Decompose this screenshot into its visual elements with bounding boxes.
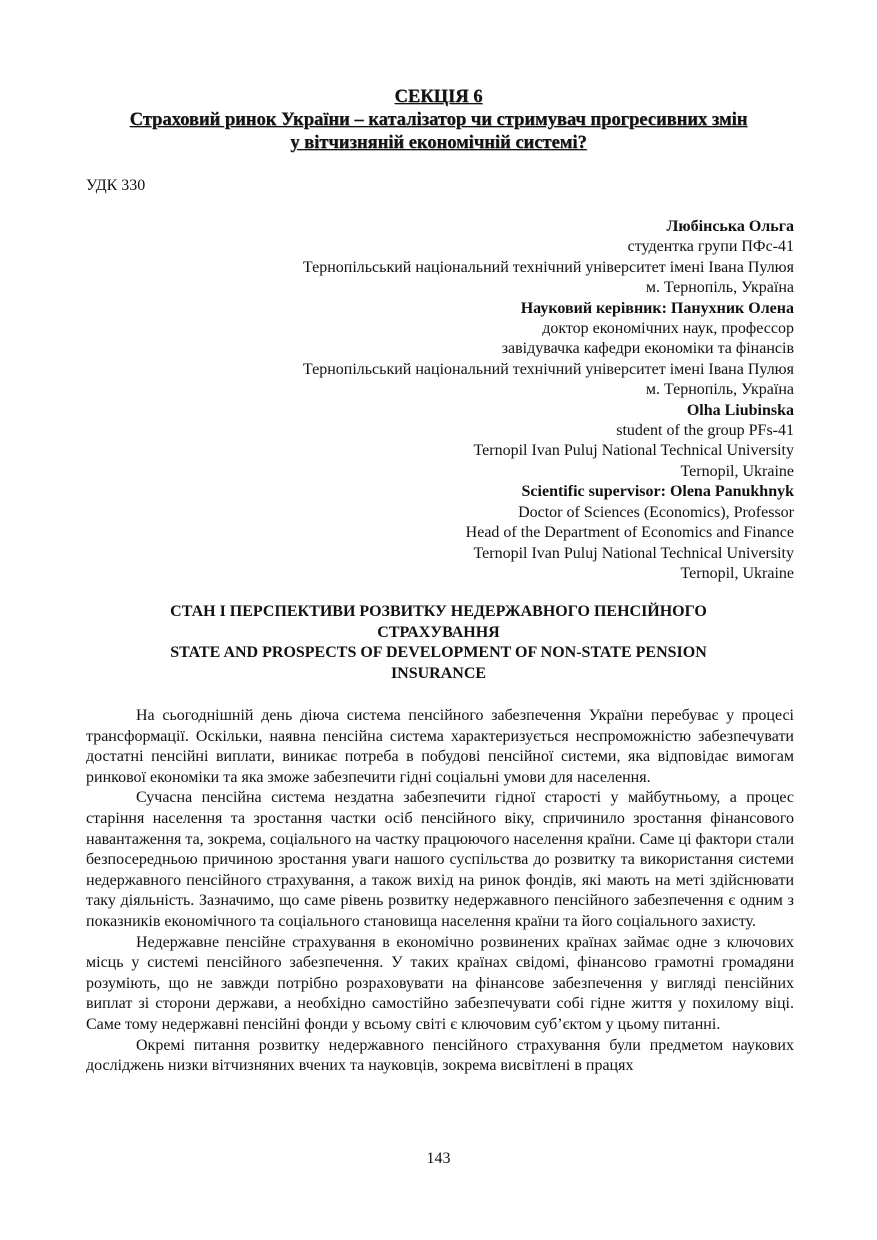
author-info-line: завідувачка кафедри економіки та фінансів bbox=[501, 340, 794, 358]
article-title bbox=[100, 602, 777, 684]
author-info-line: Ternopil, Ukraine bbox=[680, 564, 794, 582]
paragraph: Сучасна пенсійна система нездатна забезпечити гідної старості у майбутньому, а процес старіння населення та зростання частки осіб пенсійного віку, спричинило зростання фінансового навантаження та, зокрема, соціального на частку працюючого населення країни. Саме ці фактори стали безпосередньою причиною зростання уваги нашого суспільства до розвитку та використання системи недержавного пенсійного страхування, а також вихід на ринок фондів, які мають на меті здійснювати таку діяльність. Зазначимо, що саме рівень розвитку недержавного пенсійного забезпечення є одним з показників економічного та соціального становища населення країни та його соціального захисту. bbox=[86, 789, 794, 930]
author-name-line: Науковий керівник: Панухник Олена bbox=[520, 299, 794, 317]
section-title-line-1: Страховий ринок України – каталізатор чи стримувач прогресивних змін bbox=[129, 110, 748, 130]
article-body bbox=[86, 706, 794, 1077]
udk-code: УДК 330 bbox=[86, 177, 146, 194]
paragraph: Недержавне пенсійне страхування в економічно розвинених країнах займає одне з ключових місць у системі пенсійного забезпечення. У таких країнах свідомі, фінансово грамотні громадяни розуміють, що не завжди потрібно розраховувати на фінансове забезпечення у вигляді пенсійних виплат зі сторони держави, а необхідно самостійно забезпечувати собі гідне життя у похилому віці. Саме тому недержавні пенсійні фонди у всьому світі є ключовим суб’єктом у цьому питанні. bbox=[86, 933, 794, 1033]
author-info-line: студентка групи ПФс-41 bbox=[627, 238, 794, 256]
section-number: СЕКЦІЯ 6 bbox=[394, 87, 483, 107]
author-info-line: Тернопільський національний технічний університет імені Івана Пулюя bbox=[302, 258, 794, 276]
paragraph: На сьогоднішній день діюча система пенсійного забезпечення України перебуває у процесі трансформації. Оскільки, наявна пенсійна система характеризується неспроможністю забезпечувати достатні пенсійні виплати, виникає потреба в побудові пенсійної системи, яка відповідає вимогам ринкової економіки та яка зможе забезпечити гідні соціальні умови для населення. bbox=[86, 707, 794, 786]
author-info-line: Ternopil Ivan Puluj National Technical University bbox=[473, 442, 794, 460]
author-block bbox=[174, 217, 794, 584]
author-name-line: Любінська Ольга bbox=[666, 218, 794, 235]
paragraph: Окремі питання розвитку недержавного пенсійного страхування були предметом наукових досліджень низки вітчизняних вчених та науковців, зокрема висвітлені в працях bbox=[86, 1036, 794, 1075]
author-name-line: Olha Liubinska bbox=[686, 401, 794, 419]
section-title-line-2: у вітчизняній економічній системі? bbox=[290, 133, 587, 153]
title-en-line-2: INSURANCE bbox=[390, 664, 487, 682]
author-info-line: доктор економічних наук, профессор bbox=[542, 320, 794, 338]
title-en-line-1: STATE AND PROSPECTS OF DEVELOPMENT OF NON-STATE PENSION bbox=[170, 644, 707, 661]
author-info-line: Head of the Department of Economics and Finance bbox=[465, 524, 794, 542]
title-ua-line-2: СТРАХУВАННЯ bbox=[377, 623, 500, 641]
author-info-line: student of the group PFs-41 bbox=[616, 422, 794, 440]
author-info-line: м. Тернопіль, Україна bbox=[645, 279, 794, 297]
author-name-line: Scientific supervisor: Olena Panukhnyk bbox=[521, 483, 794, 501]
author-info-line: Ternopil, Ukraine bbox=[680, 462, 794, 480]
author-info-line: Doctor of Sciences (Economics), Professor bbox=[518, 503, 794, 521]
author-info-line: м. Тернопіль, Україна bbox=[645, 381, 794, 399]
page-number: 143 bbox=[426, 1150, 451, 1167]
author-info-line: Ternopil Ivan Puluj National Technical University bbox=[473, 544, 794, 562]
title-ua-line-1: СТАН І ПЕРСПЕКТИВИ РОЗВИТКУ НЕДЕРЖАВНОГО ПЕНСІЙНОГО bbox=[170, 603, 707, 620]
author-info-line: Тернопільський національний технічний університет імені Івана Пулюя bbox=[302, 360, 794, 378]
section-heading bbox=[80, 86, 797, 155]
